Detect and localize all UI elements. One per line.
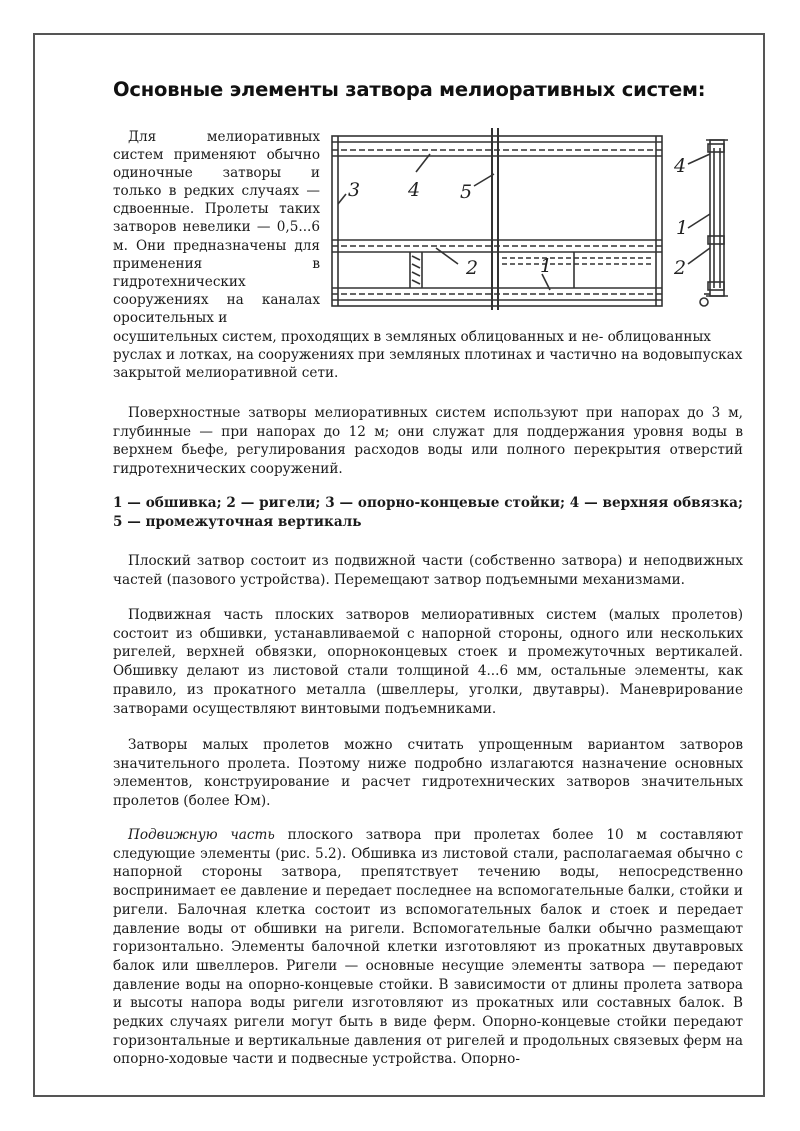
paragraph-surface-text: Поверхностные затворы мелиоративных систем используют при напорах до 3 м, глубинные — при напорах до 12 м; они служат для поддержания уровня воды в верхнем бьефе, регулирования расходов воды или полного перекрытия отверстий гидротехнических сооружений.: [113, 405, 743, 478]
paragraph-moving-part-text: Подвижная часть плоских затворов мелиоративных систем (малых пролетов) состоит из обшивки, устанавливаемой с напорной стороны, одного или нескольких ригелей, верхней обвязки, опорноконцевых стоек и промежуточных вертикалей. Обшивку делают из листовой стали толщиной 4...6 мм, остальные элементы, как правило, из прокатного металла (швеллеры, уголки, двутавры). Маневрирование затворами осуществляют винтовыми подъемниками.: [113, 607, 743, 717]
intro-text: Для мелиоративных систем применяют обычно одиночные затворы и только в редких случаях — сдвоенные. Пролеты таких затворов невелики — 0,5...6 м. Они предназначены для применения в гидротехнических сооружениях на каналах оросительных и: [113, 129, 320, 326]
figure-caption-text: 1 — обшивка; 2 — ригели; 3 — опорно-концевые стойки; 4 — верхняя обвязка; 5 — промежуточная вертикаль: [113, 495, 743, 530]
paragraph-surface: [113, 404, 743, 479]
paragraph-small-spans: [113, 736, 743, 811]
paragraph-moving-part: [113, 606, 743, 718]
label-3: 3: [348, 179, 361, 201]
page-title: Основные элементы затвора мелиоративных систем:: [113, 78, 706, 101]
paragraph-small-spans-text: Затворы малых пролетов можно считать упрощенным вариантом затворов значительного пролета. Поэтому ниже подробно излагаются назначение основных элементов, конструирование и расчет гидротехнических затворов значительных пролетов (более Юм).: [113, 737, 743, 810]
paragraph-moving-elements: [113, 826, 743, 1069]
gate-drawing: [326, 124, 746, 324]
paragraph-flat-gate-text: Плоский затвор состоит из подвижной части (собственно затвора) и неподвижных частей (пазового устройства). Перемещают затвор подъемными механизмами.: [113, 553, 743, 588]
side-label-1: 1: [676, 217, 689, 239]
paragraph-moving-elements-text: плоского затвора при пролетах более 10 м составляют следующие элементы (рис. 5.2). Обшивка из листовой стали, располагаемая обычно с напорной стороны затвора, препятствует течению воды, непосредственно воспринимает ее давление и передает последнее на вспомогательные балки, стойки и ригели. Балочная клетка состоит из вспомогательных балок и стоек и передает давление воды от обшивки на ригели. Вспомогательные балки обычно размещают горизонтально. Элементы балочной клетки изготовляют из прокатных двутавровых балок или швеллеров. Ригели — основные несущие элементы затвора — передают давление воды на опорно-концевые стойки. В зависимости от длины пролета затвора и высоты напора воды ригели изготовляют из прокатных или составных балок. В редких случаях ригели могут быть в виде ферм. Опорно-концевые стойки передают горизонтальные и вертикальные давления от ригелей и продольных связевых ферм на опорно-ходовые части и подвесные устройства. Опорно-: [113, 827, 743, 1068]
label-2: 2: [466, 257, 479, 279]
gate-figure: [326, 124, 746, 324]
figure-caption: [113, 494, 743, 531]
intro-continuation: осушительных систем, проходящих в земляных облицованных и не- облицованных руслах и лотках, на сооружениях при земляных плотинах и частично на водовыпусках закрытой мелиоративной сети.: [113, 329, 743, 382]
intro-paragraph: [113, 128, 320, 327]
label-4: 4: [408, 179, 421, 201]
side-label-2: 2: [674, 257, 687, 279]
label-1: 1: [540, 255, 553, 277]
label-5: 5: [460, 181, 473, 203]
paragraph-italic-term: Подвижную часть: [128, 827, 275, 843]
side-label-4: 4: [674, 155, 687, 177]
paragraph-flat-gate: [113, 552, 743, 589]
